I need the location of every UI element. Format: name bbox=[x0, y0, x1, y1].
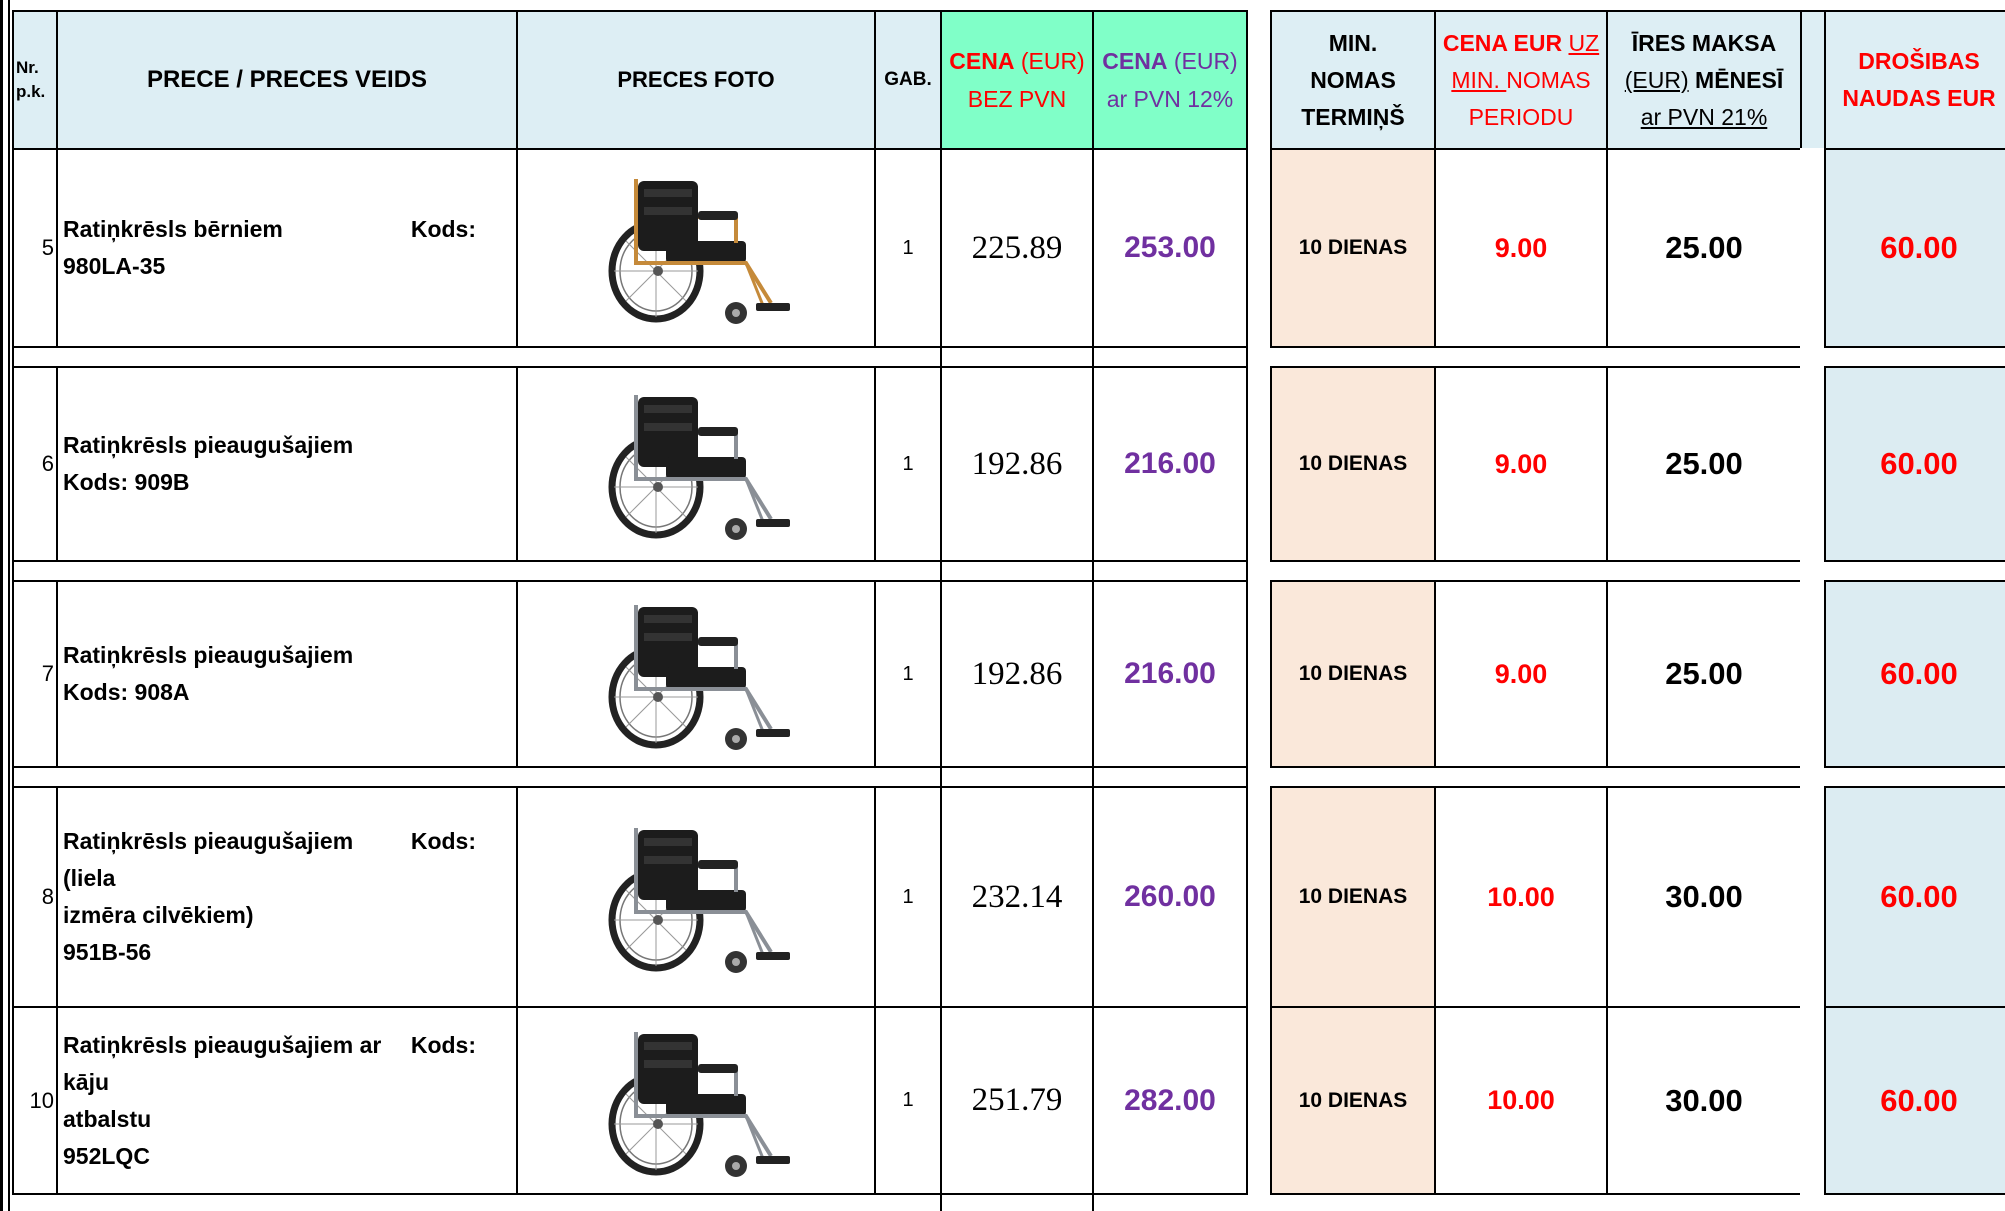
cena-ar-pvn-value: 260.00 bbox=[1124, 880, 1216, 913]
cena-ar-pvn-cell bbox=[1092, 148, 1248, 348]
termins-cell bbox=[1270, 366, 1436, 562]
termins-cell bbox=[1270, 148, 1436, 348]
cena-bez-pvn-value: 192.86 bbox=[971, 445, 1063, 482]
cena-bez-pvn-value: 192.86 bbox=[971, 655, 1063, 692]
product-name-line3: 951B-56 bbox=[63, 939, 152, 965]
header-nr-line1: Nr. bbox=[16, 58, 39, 77]
row-nr-value: 10 bbox=[29, 1087, 54, 1113]
header-cena-ar-unit: (EUR) bbox=[1167, 48, 1238, 74]
product-name-cell bbox=[56, 148, 518, 348]
drosibas-value: 60.00 bbox=[1880, 230, 1958, 265]
header-cena-ar-note: ar PVN 12% bbox=[1106, 86, 1234, 112]
product-kods-label: Kods: bbox=[410, 216, 476, 242]
cena-ar-pvn-value: 253.00 bbox=[1124, 231, 1216, 264]
row-nr bbox=[12, 1006, 58, 1195]
gab-value: 1 bbox=[902, 1089, 914, 1111]
cena-min-value: 9.00 bbox=[1494, 232, 1548, 263]
termins-value: 10 DIENAS bbox=[1298, 1088, 1408, 1112]
row-gap bbox=[12, 346, 1248, 368]
header-nr-line2: p.k. bbox=[16, 82, 46, 101]
wheelchair-photo bbox=[516, 580, 876, 768]
termins-value: 10 DIENAS bbox=[1298, 662, 1408, 685]
product-name-line2: Kods: 909B bbox=[63, 469, 190, 495]
wheelchair-photo bbox=[516, 786, 876, 1008]
drosibas-value: 60.00 bbox=[1880, 656, 1958, 691]
header-cena-uz-nomas: NOMAS bbox=[1506, 66, 1591, 93]
row-nr-value: 8 bbox=[41, 884, 54, 909]
row-nr-value: 6 bbox=[41, 451, 54, 476]
cena-ar-pvn-cell bbox=[1092, 366, 1248, 562]
header-min-nomas bbox=[1270, 10, 1436, 150]
header-drosibas-line2: NAUDAS EUR bbox=[1842, 85, 1996, 111]
cena-min-value: 10.00 bbox=[1487, 881, 1555, 912]
gab-value: 1 bbox=[902, 452, 914, 475]
header-cena-bez-note: BEZ PVN bbox=[967, 86, 1067, 112]
cena-bez-pvn-cell bbox=[940, 1006, 1094, 1195]
product-name-line2: 980LA-35 bbox=[63, 253, 166, 279]
termins-value: 10 DIENAS bbox=[1298, 236, 1408, 259]
wheelchair-photo bbox=[516, 1006, 876, 1195]
product-name-line2: izmēra cilvēkiem) bbox=[63, 902, 254, 928]
cena-min-cell bbox=[1434, 366, 1608, 562]
termins-value: 10 DIENAS bbox=[1298, 885, 1408, 908]
header-foto: PRECES FOTO bbox=[516, 10, 876, 150]
drosibas-cell bbox=[1824, 1006, 2005, 1195]
product-kods-label: Kods: bbox=[410, 828, 476, 854]
termins-cell bbox=[1270, 580, 1436, 768]
header-ires-line1: ĪRES MAKSA bbox=[1631, 29, 1777, 56]
header-cena-uz-label: CENA EUR bbox=[1442, 29, 1569, 56]
row-nr bbox=[12, 580, 58, 768]
ires-cell bbox=[1606, 1006, 1802, 1195]
cena-ar-pvn-value: 216.00 bbox=[1124, 657, 1216, 690]
ires-cell bbox=[1606, 786, 1802, 1008]
header-min-nomas-line2: NOMAS bbox=[1310, 66, 1396, 93]
ires-value: 25.00 bbox=[1665, 446, 1743, 481]
product-name-cell bbox=[56, 366, 518, 562]
cena-ar-pvn-value: 216.00 bbox=[1124, 447, 1216, 480]
row-gap bbox=[12, 560, 1248, 582]
cena-bez-pvn-cell bbox=[940, 580, 1094, 768]
ires-cell bbox=[1606, 366, 1802, 562]
gab-cell bbox=[874, 1006, 942, 1195]
product-name-line3: 952LQC bbox=[63, 1142, 150, 1169]
drosibas-value: 60.00 bbox=[1880, 446, 1958, 481]
header-cena-uz-word: UZ bbox=[1568, 29, 1600, 56]
cena-bez-pvn-value: 251.79 bbox=[971, 1082, 1063, 1118]
spacer-cell bbox=[1800, 148, 1826, 348]
gab-cell bbox=[874, 786, 942, 1008]
spacer-cell bbox=[1800, 1006, 1826, 1195]
ires-value: 30.00 bbox=[1665, 1082, 1743, 1118]
product-name-line1: Ratiņkrēsls pieaugušajiem bbox=[63, 642, 354, 668]
termins-cell bbox=[1270, 1006, 1436, 1195]
header-cena-uz-min: MIN. bbox=[1451, 66, 1507, 93]
spacer-cell bbox=[1800, 366, 1826, 562]
cena-min-cell bbox=[1434, 1006, 1608, 1195]
termins-value: 10 DIENAS bbox=[1298, 452, 1408, 475]
gab-value: 1 bbox=[902, 885, 914, 908]
product-name-line1: Ratiņkrēsls bērniem bbox=[63, 216, 283, 242]
product-name-line2: atbalstu bbox=[63, 1105, 152, 1132]
ires-value: 30.00 bbox=[1665, 879, 1743, 914]
ires-value: 25.00 bbox=[1665, 230, 1743, 265]
gab-value: 1 bbox=[902, 662, 914, 685]
header-gab: GAB. bbox=[874, 10, 942, 150]
row-nr bbox=[12, 786, 58, 1008]
product-name-cell bbox=[56, 786, 518, 1008]
row-nr bbox=[12, 148, 58, 348]
cena-bez-pvn-cell bbox=[940, 786, 1094, 1008]
header-ires-menesi: MĒNESĪ bbox=[1688, 66, 1784, 93]
cena-bez-pvn-value: 232.14 bbox=[971, 878, 1063, 915]
cena-min-value: 9.00 bbox=[1494, 448, 1548, 479]
termins-cell bbox=[1270, 786, 1436, 1008]
ires-cell bbox=[1606, 148, 1802, 348]
gab-cell bbox=[874, 580, 942, 768]
drosibas-value: 60.00 bbox=[1880, 879, 1958, 914]
header-prece: PRECE / PRECES VEIDS bbox=[56, 10, 518, 150]
header-cena-uz-periodu: PERIODU bbox=[1468, 103, 1574, 130]
drosibas-cell bbox=[1824, 786, 2005, 1008]
cena-min-value: 10.00 bbox=[1487, 1085, 1555, 1115]
cena-min-cell bbox=[1434, 580, 1608, 768]
header-min-nomas-line1: MIN. bbox=[1328, 29, 1378, 56]
cena-ar-pvn-value: 282.00 bbox=[1124, 1083, 1216, 1117]
wheelchair-photo bbox=[516, 366, 876, 562]
wheelchair-photo bbox=[516, 148, 876, 348]
header-min-nomas-line3: TERMIŅŠ bbox=[1301, 103, 1405, 130]
ires-cell bbox=[1606, 580, 1802, 768]
drosibas-cell bbox=[1824, 580, 2005, 768]
row-nr-value: 5 bbox=[41, 235, 54, 260]
gab-value: 1 bbox=[902, 236, 914, 259]
drosibas-value: 60.00 bbox=[1880, 1082, 1958, 1118]
header-cena-bez-pvn bbox=[940, 10, 1094, 150]
header-cena-bez-unit: (EUR) bbox=[1014, 48, 1085, 74]
product-name-cell bbox=[56, 1006, 518, 1195]
row-gap bbox=[12, 766, 1248, 788]
row-nr-value: 7 bbox=[41, 661, 54, 686]
spacer-cell bbox=[1800, 580, 1826, 768]
header-cena-bez-label: CENA bbox=[949, 48, 1015, 74]
header-cena-ar-label: CENA bbox=[1102, 48, 1168, 74]
drosibas-cell bbox=[1824, 148, 2005, 348]
cena-ar-pvn-cell bbox=[1092, 786, 1248, 1008]
header-cena-min-periodu bbox=[1434, 10, 1608, 150]
cena-min-cell bbox=[1434, 786, 1608, 1008]
header-drosibas-line1: DROŠIBAS bbox=[1858, 48, 1980, 74]
cena-bez-pvn-cell bbox=[940, 148, 1094, 348]
drosibas-cell bbox=[1824, 366, 2005, 562]
cena-min-value: 9.00 bbox=[1494, 658, 1548, 689]
spacer-cell bbox=[1800, 786, 1826, 1008]
product-name-cell bbox=[56, 580, 518, 768]
cena-bez-pvn-cell bbox=[940, 366, 1094, 562]
product-name-line2: Kods: 908A bbox=[63, 679, 190, 705]
gab-cell bbox=[874, 366, 942, 562]
header-drosibas bbox=[1824, 10, 2005, 150]
header-ires-pvn: ar PVN 21% bbox=[1640, 103, 1768, 130]
cena-min-cell bbox=[1434, 148, 1608, 348]
header-nr bbox=[12, 10, 58, 150]
ires-value: 25.00 bbox=[1665, 656, 1743, 691]
cena-ar-pvn-cell bbox=[1092, 1006, 1248, 1195]
row-nr bbox=[12, 366, 58, 562]
header-cena-ar-pvn bbox=[1092, 10, 1248, 150]
header-ires-maksa bbox=[1606, 10, 1802, 150]
product-name-line1: Ratiņkrēsls pieaugušajiem (liela bbox=[63, 828, 354, 891]
cena-bez-pvn-value: 225.89 bbox=[971, 229, 1063, 266]
gab-cell bbox=[874, 148, 942, 348]
cena-ar-pvn-cell bbox=[1092, 580, 1248, 768]
product-kods-label: Kods: bbox=[410, 1031, 476, 1058]
product-name-line1: Ratiņkrēsls pieaugušajiem bbox=[63, 432, 354, 458]
header-spacer bbox=[1800, 10, 1826, 150]
header-ires-unit: (EUR) bbox=[1624, 66, 1689, 93]
product-name-line1: Ratiņkrēsls pieaugušajiem ar kāju bbox=[63, 1031, 382, 1095]
